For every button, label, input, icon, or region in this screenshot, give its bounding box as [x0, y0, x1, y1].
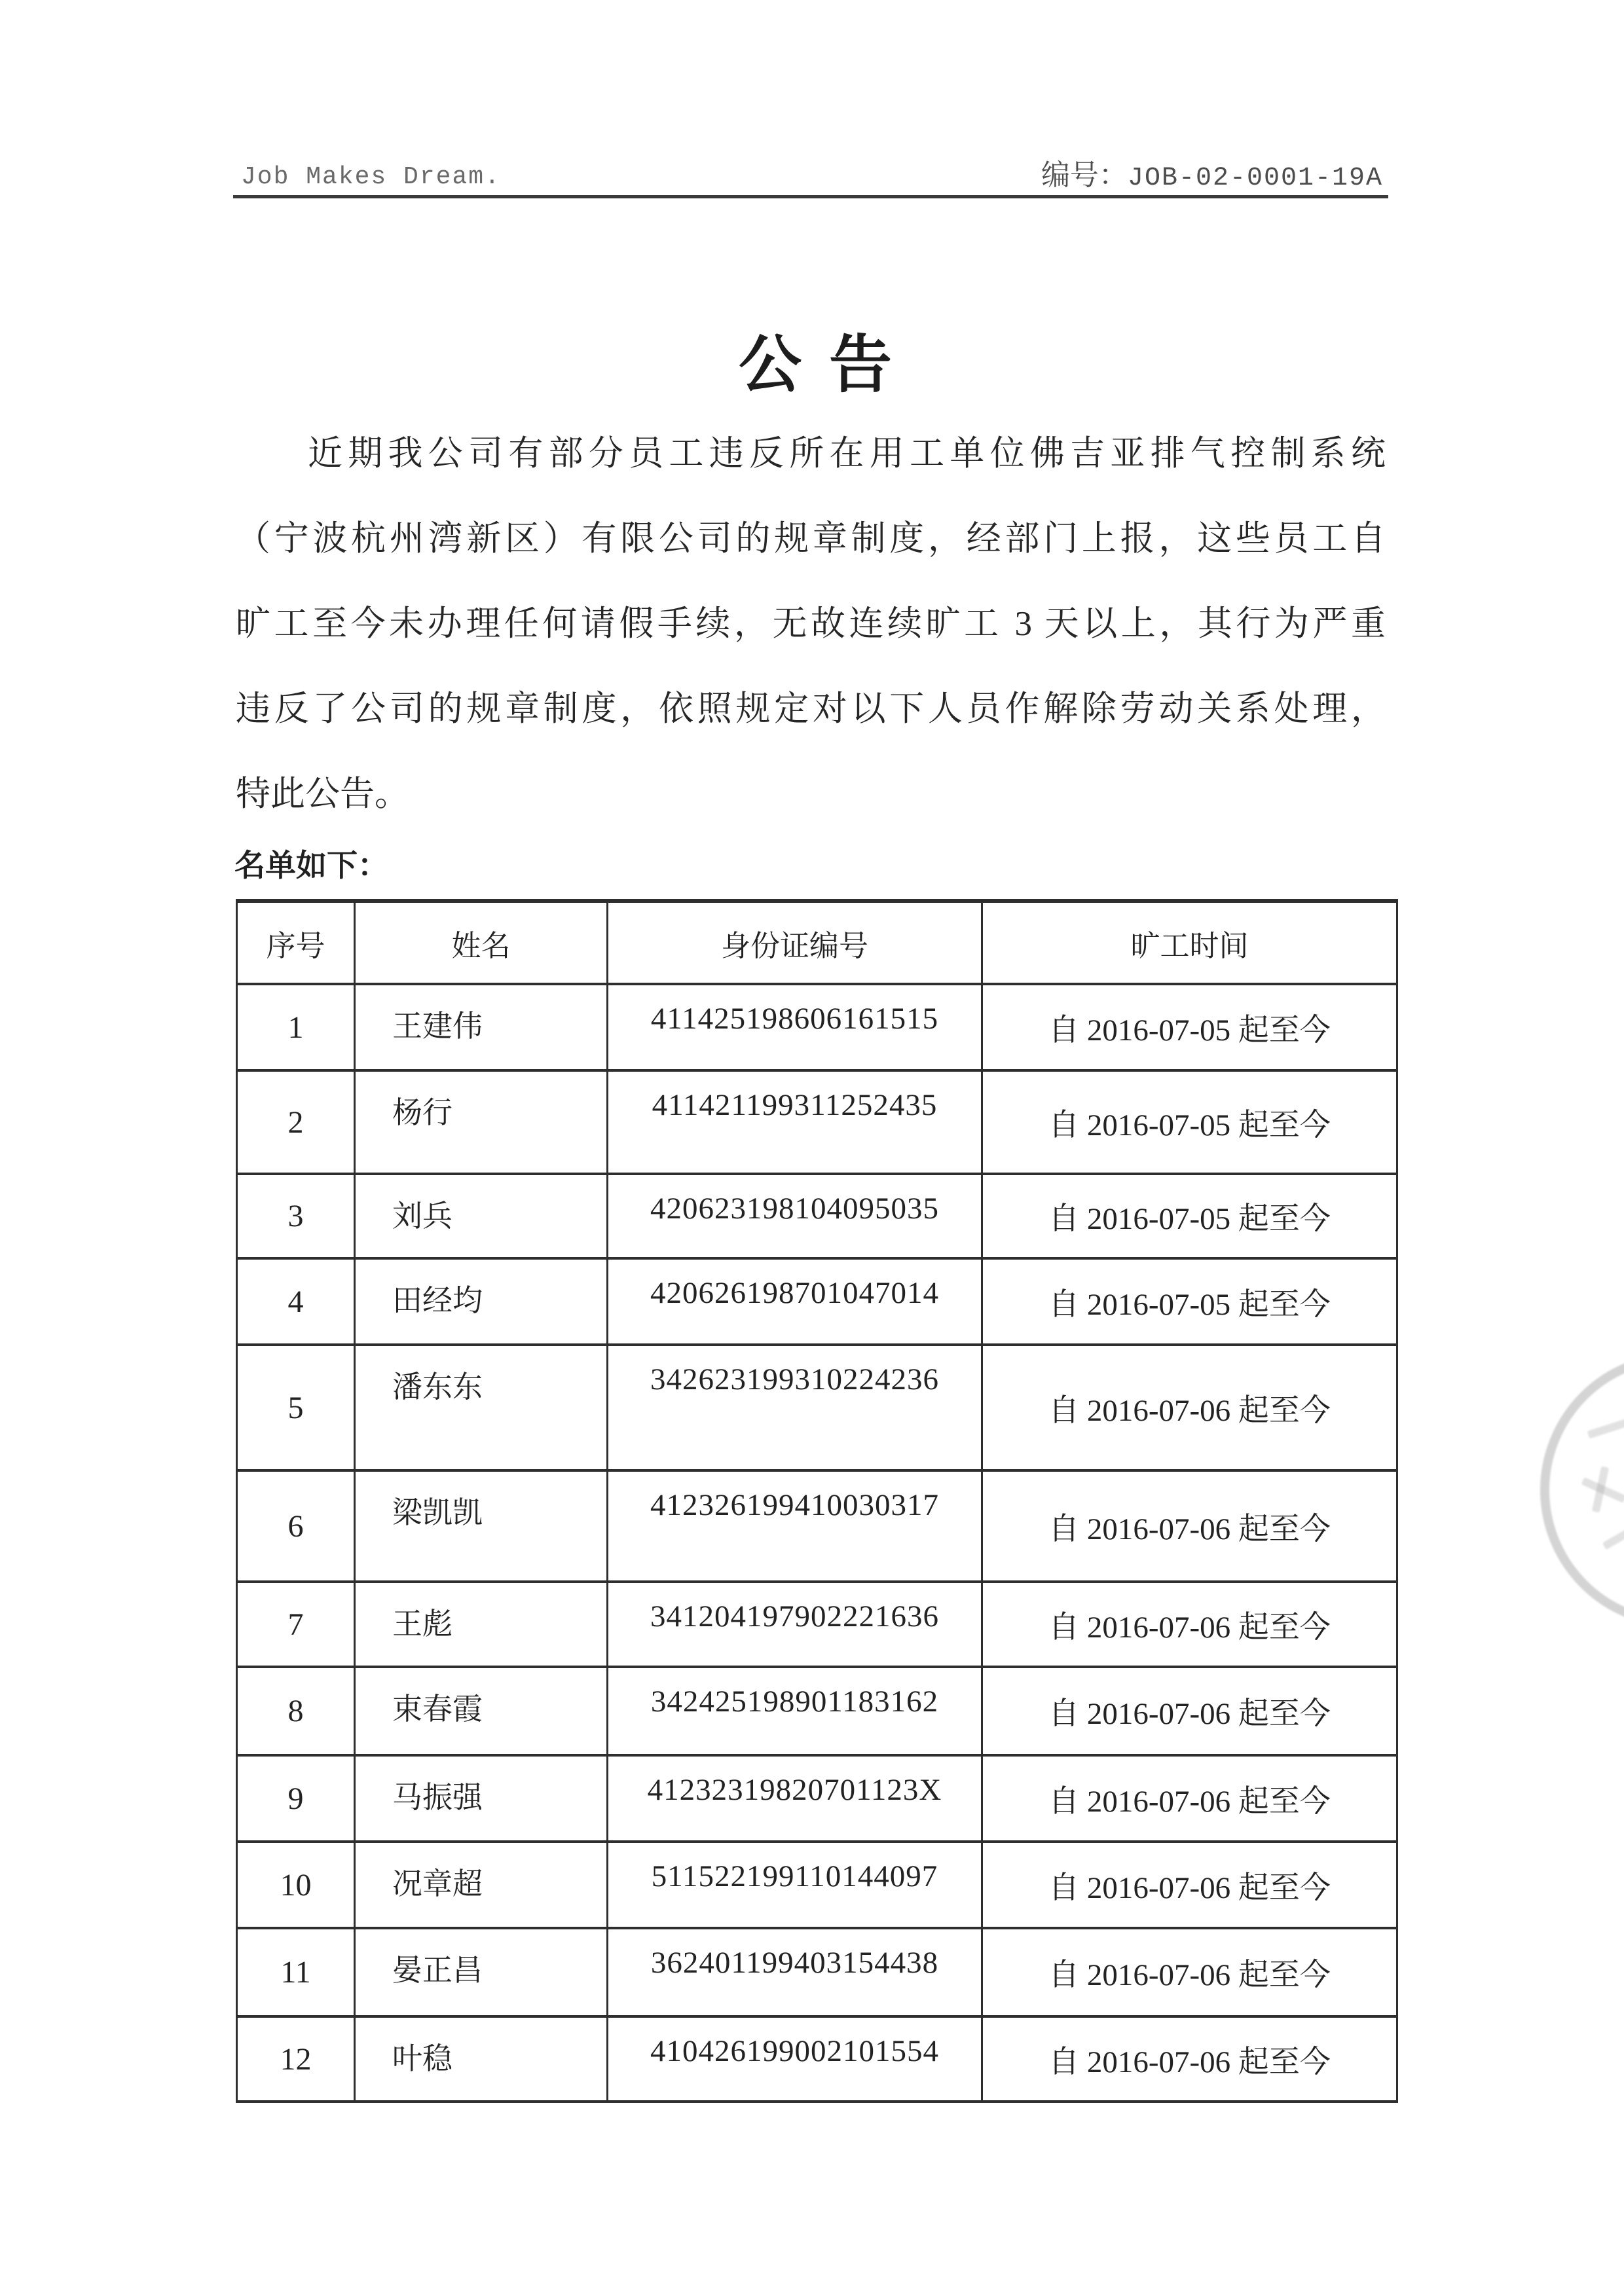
- paragraph-line: 旷工至今未办理任何请假手续，无故连续旷工 3 天以上，其行为严重: [236, 605, 1386, 643]
- list-intro: 名单如下：: [234, 849, 388, 883]
- name-cell: 况章超: [355, 1842, 608, 1928]
- table-row: [237, 1582, 1397, 1667]
- table-row: [237, 1174, 1397, 1258]
- name-cell: 束春霞: [355, 1667, 608, 1755]
- name-cell: 叶稳: [355, 2016, 608, 2102]
- column-header-id: 身份证编号: [608, 901, 982, 984]
- id-number-cell: 412326199410030317: [608, 1470, 982, 1582]
- id-number-cell: 341204197902221636: [608, 1582, 982, 1667]
- absence-period-cell: 自 2016-07-05 起至今: [982, 1174, 1397, 1258]
- table-row: [237, 1070, 1397, 1174]
- id-number-cell: 342623199310224236: [608, 1345, 982, 1470]
- row-number-cell: 4: [237, 1258, 355, 1345]
- id-number-cell: 342425198901183162: [608, 1667, 982, 1755]
- table-row: [237, 1345, 1397, 1470]
- name-cell: 马振强: [355, 1755, 608, 1842]
- absence-period-cell: 自 2016-07-06 起至今: [982, 1928, 1397, 2016]
- row-number-cell: 8: [237, 1667, 355, 1755]
- row-number-cell: 1: [237, 984, 355, 1070]
- row-number-cell: 5: [237, 1345, 355, 1470]
- table-row: [237, 1470, 1397, 1582]
- paragraph-line: 近期我公司有部分员工违反所在用工单位佛吉亚排气控制系统: [308, 435, 1386, 473]
- id-number-cell: 411421199311252435: [608, 1070, 982, 1174]
- announcement-paragraph: [236, 411, 1386, 837]
- table-row: [237, 1842, 1397, 1928]
- id-number-cell: 411425198606161515: [608, 984, 982, 1070]
- table-row: [237, 1755, 1397, 1842]
- paragraph-line: （宁波杭州湾新区）有限公司的规章制度，经部门上报，这些员工自: [236, 520, 1386, 558]
- id-number-cell: 362401199403154438: [608, 1928, 982, 2016]
- row-number-cell: 9: [237, 1755, 355, 1842]
- table-row: [237, 1667, 1397, 1755]
- name-cell: 梁凯凯: [355, 1470, 608, 1582]
- absence-period-cell: 自 2016-07-05 起至今: [982, 1258, 1397, 1345]
- absence-period-cell: 自 2016-07-06 起至今: [982, 1755, 1397, 1842]
- table-header-row: [237, 901, 1397, 984]
- name-cell: 晏正昌: [355, 1928, 608, 2016]
- row-number-cell: 12: [237, 2016, 355, 2102]
- column-header-no: 序号: [237, 901, 355, 984]
- paragraph-line: 特此公告。: [236, 775, 409, 813]
- id-number-cell: 420623198104095035: [608, 1174, 982, 1258]
- absence-period-cell: 自 2016-07-06 起至今: [982, 1470, 1397, 1582]
- absence-period-cell: 自 2016-07-06 起至今: [982, 1842, 1397, 1928]
- id-number-cell: 420626198701047014: [608, 1258, 982, 1345]
- row-number-cell: 10: [237, 1842, 355, 1928]
- row-number-cell: 6: [237, 1470, 355, 1582]
- column-header-name: 姓名: [355, 901, 608, 984]
- absence-period-cell: 自 2016-07-06 起至今: [982, 1667, 1397, 1755]
- document-number-value: JOB-02-0001-19A: [1127, 164, 1383, 193]
- row-number-cell: 7: [237, 1582, 355, 1667]
- name-cell: 刘兵: [355, 1174, 608, 1258]
- dismissal-roster-table: [236, 899, 1398, 2103]
- table-row: [237, 1258, 1397, 1345]
- header-divider: [233, 195, 1388, 198]
- column-header-period: 旷工时间: [982, 901, 1397, 984]
- table-row: [237, 1928, 1397, 2016]
- table-row: [237, 984, 1397, 1070]
- table-row: [237, 2016, 1397, 2102]
- id-number-cell: 511522199110144097: [608, 1842, 982, 1928]
- document-number: [1041, 157, 1383, 197]
- name-cell: 王建伟: [355, 984, 608, 1070]
- name-cell: 潘东东: [355, 1345, 608, 1470]
- page-title: 公 告: [739, 330, 892, 400]
- paragraph-line: 违反了公司的规章制度，依照规定对以下人员作解除劳动关系处理，: [236, 690, 1386, 728]
- document-number-label: 编号：: [1041, 159, 1128, 191]
- id-number-cell: 41232319820701123X: [608, 1755, 982, 1842]
- absence-period-cell: 自 2016-07-06 起至今: [982, 1345, 1397, 1470]
- name-cell: 王彪: [355, 1582, 608, 1667]
- name-cell: 杨行: [355, 1070, 608, 1174]
- header-slogan: Job Makes Dream.: [241, 163, 501, 191]
- absence-period-cell: 自 2016-07-05 起至今: [982, 984, 1397, 1070]
- row-number-cell: 3: [237, 1174, 355, 1258]
- row-number-cell: 11: [237, 1928, 355, 2016]
- company-stamp-icon: [1540, 1353, 1624, 1628]
- id-number-cell: 410426199002101554: [608, 2016, 982, 2102]
- absence-period-cell: 自 2016-07-06 起至今: [982, 1582, 1397, 1667]
- row-number-cell: 2: [237, 1070, 355, 1174]
- absence-period-cell: 自 2016-07-06 起至今: [982, 2016, 1397, 2102]
- absence-period-cell: 自 2016-07-05 起至今: [982, 1070, 1397, 1174]
- name-cell: 田经均: [355, 1258, 608, 1345]
